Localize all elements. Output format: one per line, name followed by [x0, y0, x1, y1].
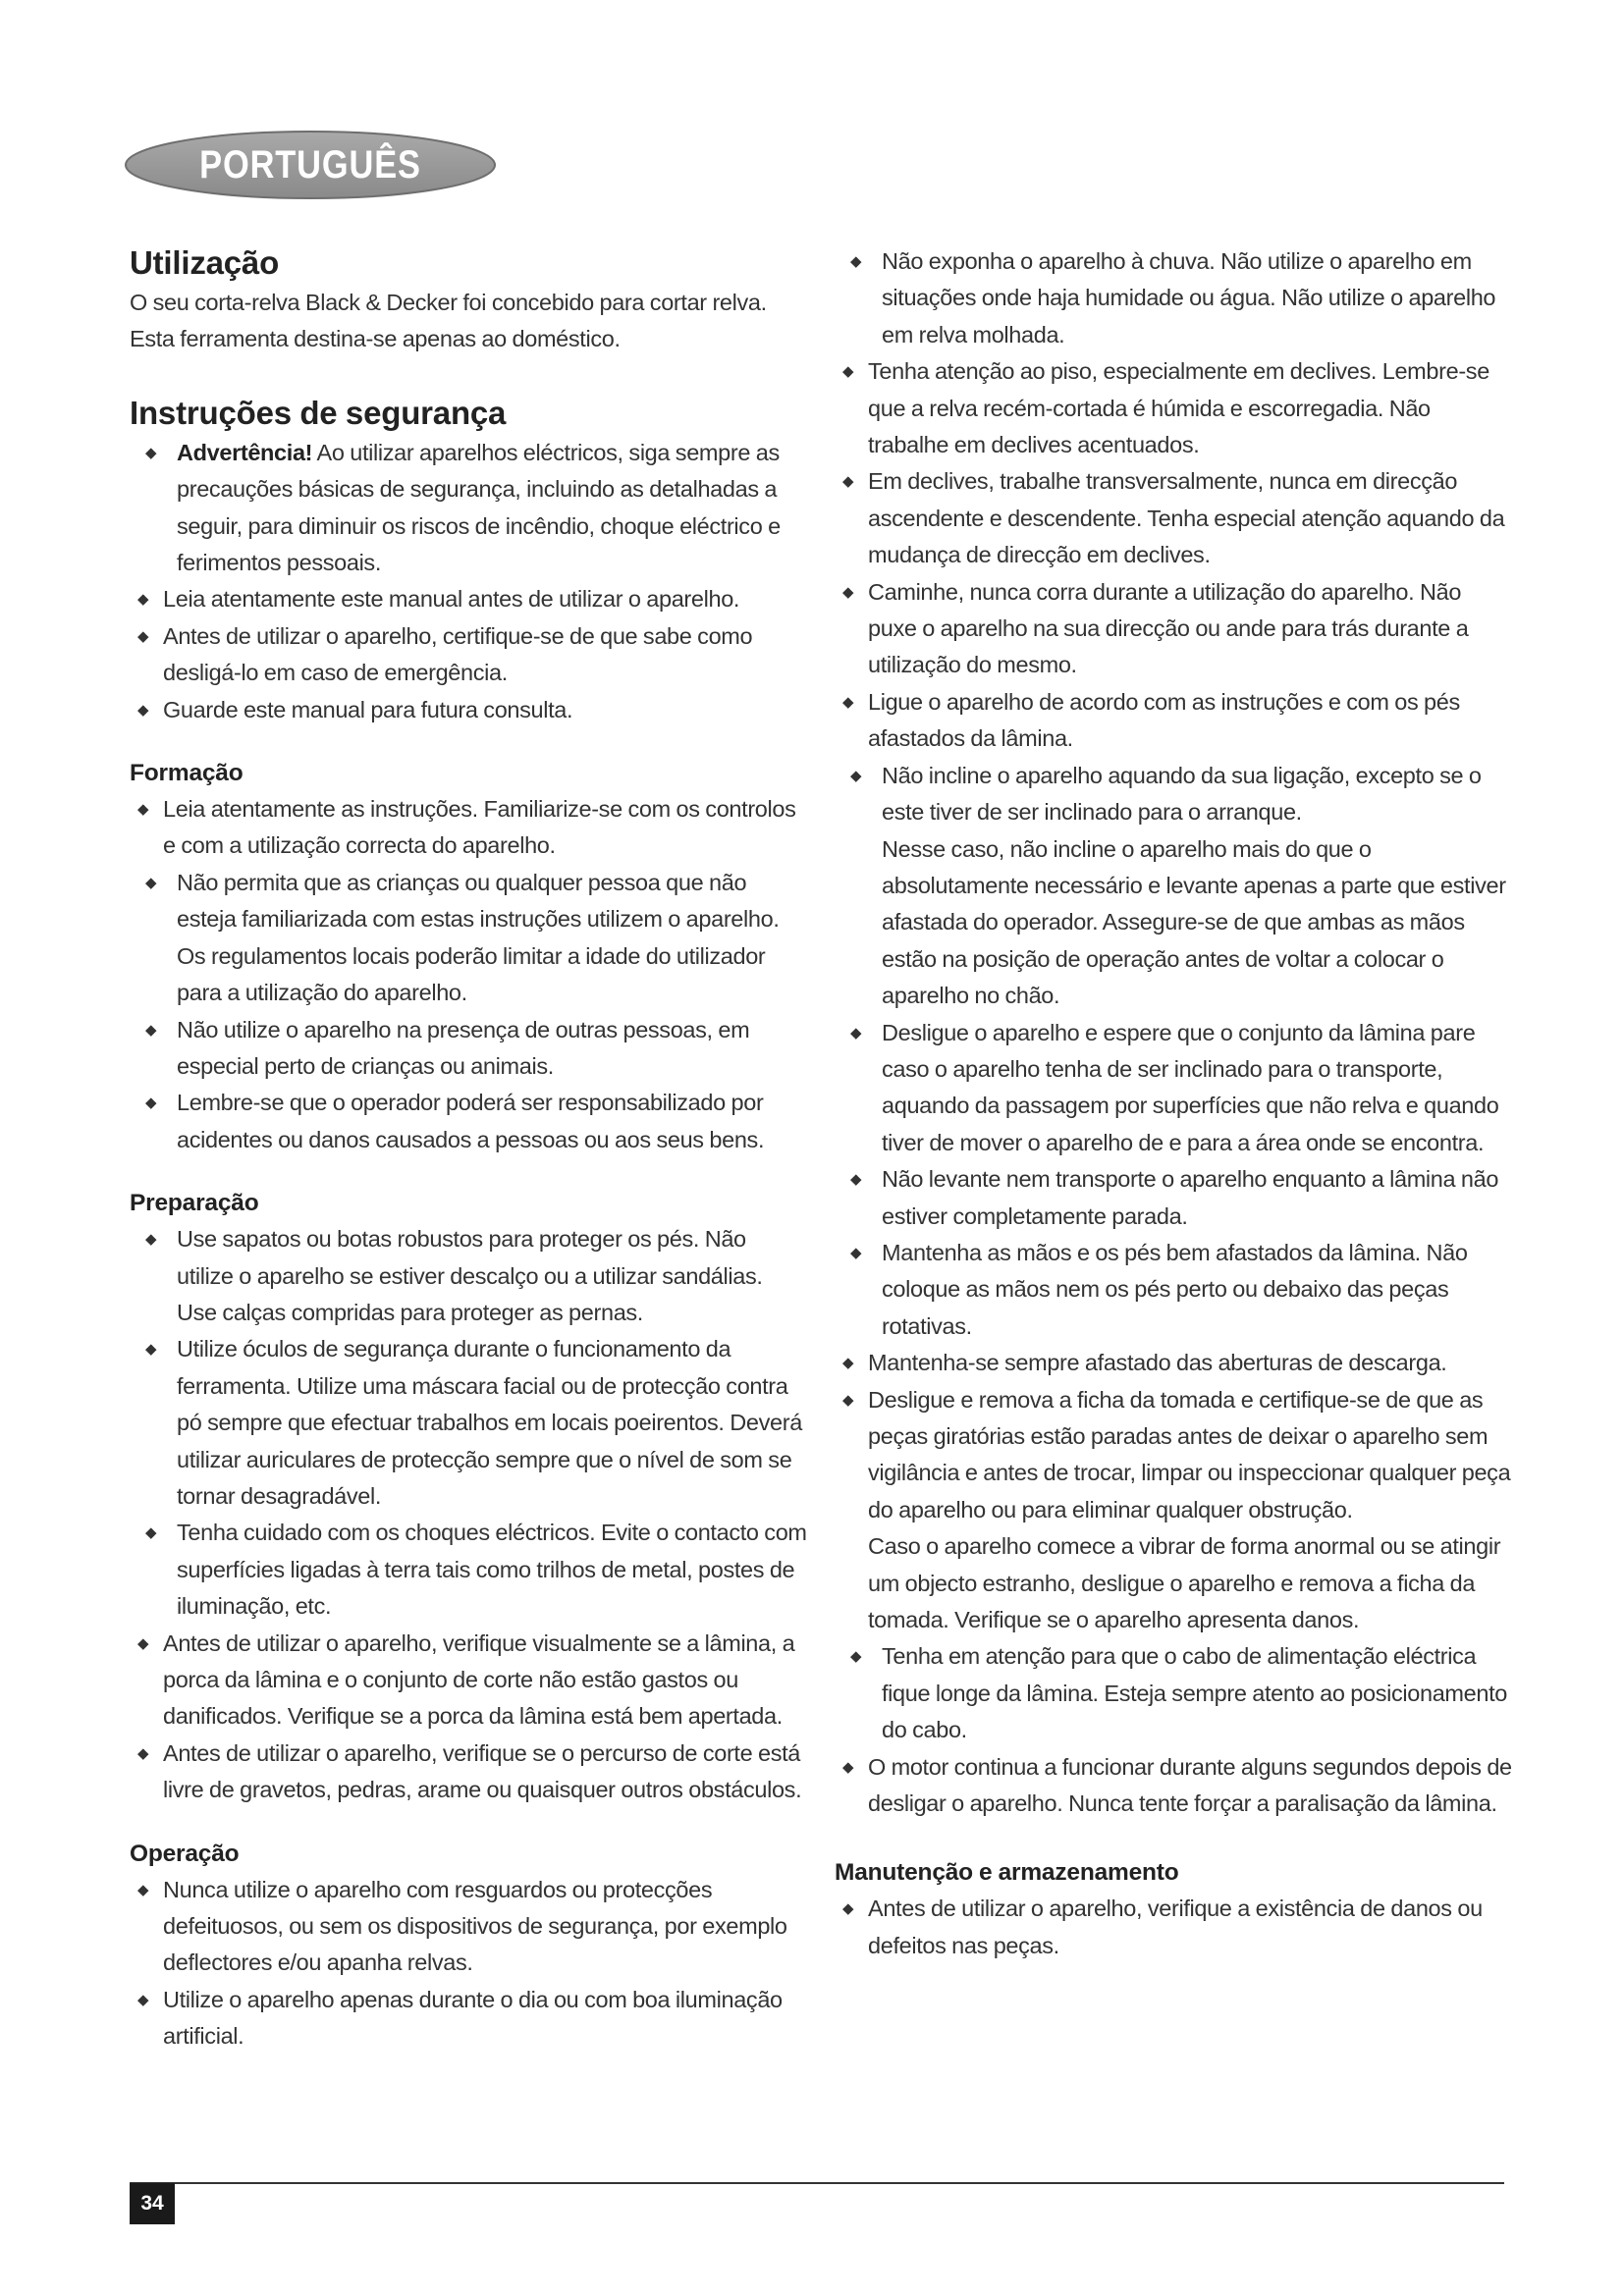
- diamond-bullet-icon: ◆: [842, 1900, 854, 1918]
- list-item-text: Utilize o aparelho apenas durante o dia ou com boa iluminação artificial.: [163, 1986, 783, 2050]
- diamond-bullet-icon: ◆: [145, 1341, 157, 1359]
- list-item-text: Não permita que as crianças ou qualquer pessoa que não esteja familiarizada com estas instruções utilizem o aparelho. Os regulamentos locais poderão limitar a idade do utilizador para a utilização do aparelho.: [177, 869, 780, 1006]
- diamond-bullet-icon: ◆: [842, 363, 854, 381]
- list-item: [130, 1626, 807, 1735]
- diamond-bullet-icon: ◆: [145, 1231, 157, 1249]
- list-item-text: Lembre-se que o operador poderá ser responsabilizado por acidentes ou danos causados a pessoas ou aos seus bens.: [177, 1090, 765, 1152]
- list-item: [130, 1872, 807, 1982]
- section-title-seguranca: Instruções de segurança: [130, 394, 507, 431]
- list-item-text: Não incline o aparelho aquando da sua ligação, excepto se o este tiver de ser inclinado para o arranque.: [882, 762, 1482, 826]
- list-item-text: Antes de utilizar o aparelho, verifique se o percurso de corte está livre de gravetos, pedras, arame ou quaisquer outros obstáculos.: [163, 1739, 802, 1803]
- list-item-text: Use sapatos ou botas robustos para proteger os pés. Não utilize o aparelho se estiver descalço ou a utilizar sandálias. Use calças compridas para proteger as pernas.: [177, 1226, 763, 1325]
- list-item: [835, 1015, 1512, 1162]
- diamond-bullet-icon: ◆: [850, 767, 862, 784]
- list-item-text: Leia atentamente as instruções. Familiarize-se com os controlos e com a utilização correcta do aparelho.: [163, 796, 796, 859]
- list-item: [130, 1982, 807, 2056]
- list-item: [835, 684, 1512, 758]
- diamond-bullet-icon: ◆: [137, 701, 149, 719]
- manutencao-list: [835, 1891, 1512, 1964]
- list-item: [835, 463, 1512, 573]
- seguranca-list: [130, 435, 807, 728]
- diamond-bullet-icon: ◆: [842, 693, 854, 711]
- list-item-text: Caminhe, nunca corra durante a utilização do aparelho. Não puxe o aparelho na sua direcção ou ande para trás durante a utilização do mesmo.: [868, 578, 1469, 678]
- diamond-bullet-icon: ◆: [850, 1024, 862, 1041]
- operacao-list-right: [835, 243, 1512, 1822]
- section-title-formacao: Formação: [130, 760, 244, 787]
- diamond-bullet-icon: ◆: [137, 1991, 149, 2008]
- list-item: [835, 1891, 1512, 1964]
- diamond-bullet-icon: ◆: [145, 444, 157, 461]
- diamond-bullet-icon: ◆: [842, 1391, 854, 1409]
- list-item-text: Mantenha as mãos e os pés bem afastados da lâmina. Não coloque as mãos nem os pés perto ou debaixo das peças rotativas.: [882, 1239, 1468, 1339]
- list-item: [130, 581, 807, 617]
- list-item: [130, 435, 807, 582]
- list-item: [835, 574, 1512, 684]
- diamond-bullet-icon: ◆: [137, 801, 149, 819]
- preparacao-list: [130, 1221, 807, 1809]
- footer-rule: [130, 2182, 1504, 2184]
- diamond-bullet-icon: ◆: [137, 1634, 149, 1652]
- list-item-text: Não levante nem transporte o aparelho enquanto a lâmina não estiver completamente parada.: [882, 1166, 1499, 1229]
- list-item: [130, 692, 807, 728]
- diamond-bullet-icon: ◆: [137, 591, 149, 609]
- left-column: [130, 241, 807, 2056]
- list-item-text: Guarde este manual para futura consulta.: [163, 696, 573, 722]
- warning-label: Advertência!: [177, 439, 313, 465]
- list-item: [835, 353, 1512, 463]
- utilizacao-text: O seu corta-relva Black & Decker foi concebido para cortar relva. Esta ferramenta destina-se apenas ao doméstico.: [130, 290, 767, 352]
- diamond-bullet-icon: ◆: [137, 1881, 149, 1898]
- list-item-text: Antes de utilizar o aparelho, verifique visualmente se a lâmina, a porca da lâmina e o conjunto de corte não estão gastos ou danificados. Verifique se a porca da lâmina está bem apertada.: [163, 1629, 795, 1730]
- list-item-text: Mantenha-se sempre afastado das aberturas de descarga.: [868, 1350, 1447, 1376]
- list-item-text: O motor continua a funcionar durante alguns segundos depois de desligar o aparelho. Nunca tente forçar a paralisação da lâmina.: [868, 1753, 1512, 1817]
- diamond-bullet-icon: ◆: [842, 473, 854, 491]
- list-item: [835, 1235, 1512, 1345]
- list-item: [130, 791, 807, 865]
- diamond-bullet-icon: ◆: [145, 1021, 157, 1039]
- list-item-text: Não exponha o aparelho à chuva. Não utilize o aparelho em situações onde haja humidade ou água. Não utilize o aparelho em relva molhada.: [882, 248, 1496, 347]
- list-item: [130, 1012, 807, 1086]
- section-title-utilizacao: Utilização: [130, 244, 280, 281]
- list-item-text: Antes de utilizar o aparelho, certifique-se de que sabe como desligá-lo em caso de emergência.: [163, 622, 753, 686]
- list-item: [835, 1638, 1512, 1748]
- diamond-bullet-icon: ◆: [145, 1524, 157, 1542]
- list-item-text: Leia atentamente este manual antes de utilizar o aparelho.: [163, 586, 740, 613]
- page-number: 34: [130, 2183, 175, 2224]
- list-item-text: Tenha cuidado com os choques eléctricos. Evite o contacto com superfícies ligadas à terra tais como trilhos de metal, postes de iluminação, etc.: [177, 1520, 807, 1620]
- list-item: [835, 1161, 1512, 1235]
- warning-text: Ao utilizar aparelhos eléctricos, siga sempre as precauções básicas de segurança, incluindo as detalhadas a seguir, para diminuir os riscos de incêndio, choque eléctrico e ferimentos pessoais.: [177, 439, 781, 576]
- list-item: [130, 1085, 807, 1158]
- list-item: [130, 1221, 807, 1331]
- diamond-bullet-icon: ◆: [137, 627, 149, 645]
- list-item: [835, 243, 1512, 353]
- list-item: [130, 865, 807, 1012]
- diamond-bullet-icon: ◆: [850, 1648, 862, 1666]
- list-item: [130, 1515, 807, 1625]
- list-item-text: Tenha em atenção para que o cabo de alimentação eléctrica fique longe da lâmina. Esteja sempre atento ao posicionamento do cabo.: [882, 1643, 1507, 1743]
- diamond-bullet-icon: ◆: [842, 1758, 854, 1776]
- diamond-bullet-icon: ◆: [850, 253, 862, 270]
- formacao-list: [130, 791, 807, 1158]
- diamond-bullet-icon: ◆: [850, 1171, 862, 1189]
- list-item-continuation: Caso o aparelho comece a vibrar de forma anormal ou se atingir um objecto estranho, desligue o aparelho e remova a ficha da tomada. Verifique se o aparelho apresenta danos.: [868, 1533, 1501, 1633]
- list-item: [130, 1331, 807, 1515]
- list-item-text: Antes de utilizar o aparelho, verifique a existência de danos ou defeitos nas peças.: [868, 1896, 1483, 1958]
- language-label: PORTUGUÊS: [199, 143, 421, 187]
- diamond-bullet-icon: ◆: [145, 1095, 157, 1112]
- section-title-preparacao: Preparação: [130, 1190, 259, 1217]
- list-item-text: Ligue o aparelho de acordo com as instruções e com os pés afastados da lâmina.: [868, 688, 1460, 752]
- right-column: [835, 243, 1512, 1964]
- list-item: [130, 618, 807, 692]
- section-title-operacao: Operação: [130, 1840, 240, 1867]
- list-item-continuation: Nesse caso, não incline o aparelho mais do que o absolutamente necessário e levante apenas a parte que estiver afastada do operador. Assegure-se de que ambas as mãos estão na posição de operação antes de voltar a colocar o aparelho no chão.: [882, 835, 1506, 1009]
- list-item-text: Tenha atenção ao piso, especialmente em declives. Lembre-se que a relva recém-cortada é húmida e escorregadia. Não trabalhe em declives acentuados.: [868, 358, 1489, 458]
- list-item-text: Em declives, trabalhe transversalmente, nunca em direcção ascendente e descendente. Tenha especial atenção aquando da mudança de direcção em declives.: [868, 468, 1505, 568]
- list-item: [130, 1735, 807, 1809]
- diamond-bullet-icon: ◆: [850, 1244, 862, 1261]
- list-item-text: Nunca utilize o aparelho com resguardos ou protecções defeituosos, ou sem os dispositivos de segurança, por exemplo deflectores e/ou apanha relvas.: [163, 1876, 787, 1976]
- list-item: [835, 758, 1512, 1015]
- list-item-text: Não utilize o aparelho na presença de outras pessoas, em especial perto de crianças ou animais.: [177, 1016, 750, 1079]
- list-item-text: Desligue o aparelho e espere que o conjunto da lâmina pare caso o aparelho tenha de ser inclinado para o transporte, aquando da passagem por superfícies que não relva e quando tiver de mover o aparelho de e para a área onde se encontra.: [882, 1019, 1499, 1155]
- list-item-text: Desligue e remova a ficha da tomada e certifique-se de que as peças giratórias estão paradas antes de deixar o aparelho sem vigilância e antes de trocar, limpar ou inspeccionar qualquer peça do aparelho ou para eliminar qualquer obstrução.: [868, 1386, 1511, 1522]
- diamond-bullet-icon: ◆: [137, 1744, 149, 1762]
- diamond-bullet-icon: ◆: [842, 583, 854, 601]
- list-item: [835, 1749, 1512, 1823]
- diamond-bullet-icon: ◆: [145, 874, 157, 891]
- list-item-text: Utilize óculos de segurança durante o funcionamento da ferramenta. Utilize uma máscara facial ou de protecção contra pó sempre que efectuar trabalhos em locais poeirentos. Deverá utilizar auriculares de protecção sempre que o nível de som se tornar desagradável.: [177, 1336, 802, 1509]
- diamond-bullet-icon: ◆: [842, 1355, 854, 1372]
- list-item: [835, 1345, 1512, 1381]
- operacao-list-left: [130, 1872, 807, 2056]
- list-item: [835, 1382, 1512, 1639]
- section-title-manutencao: Manutenção e armazenamento: [835, 1859, 1179, 1887]
